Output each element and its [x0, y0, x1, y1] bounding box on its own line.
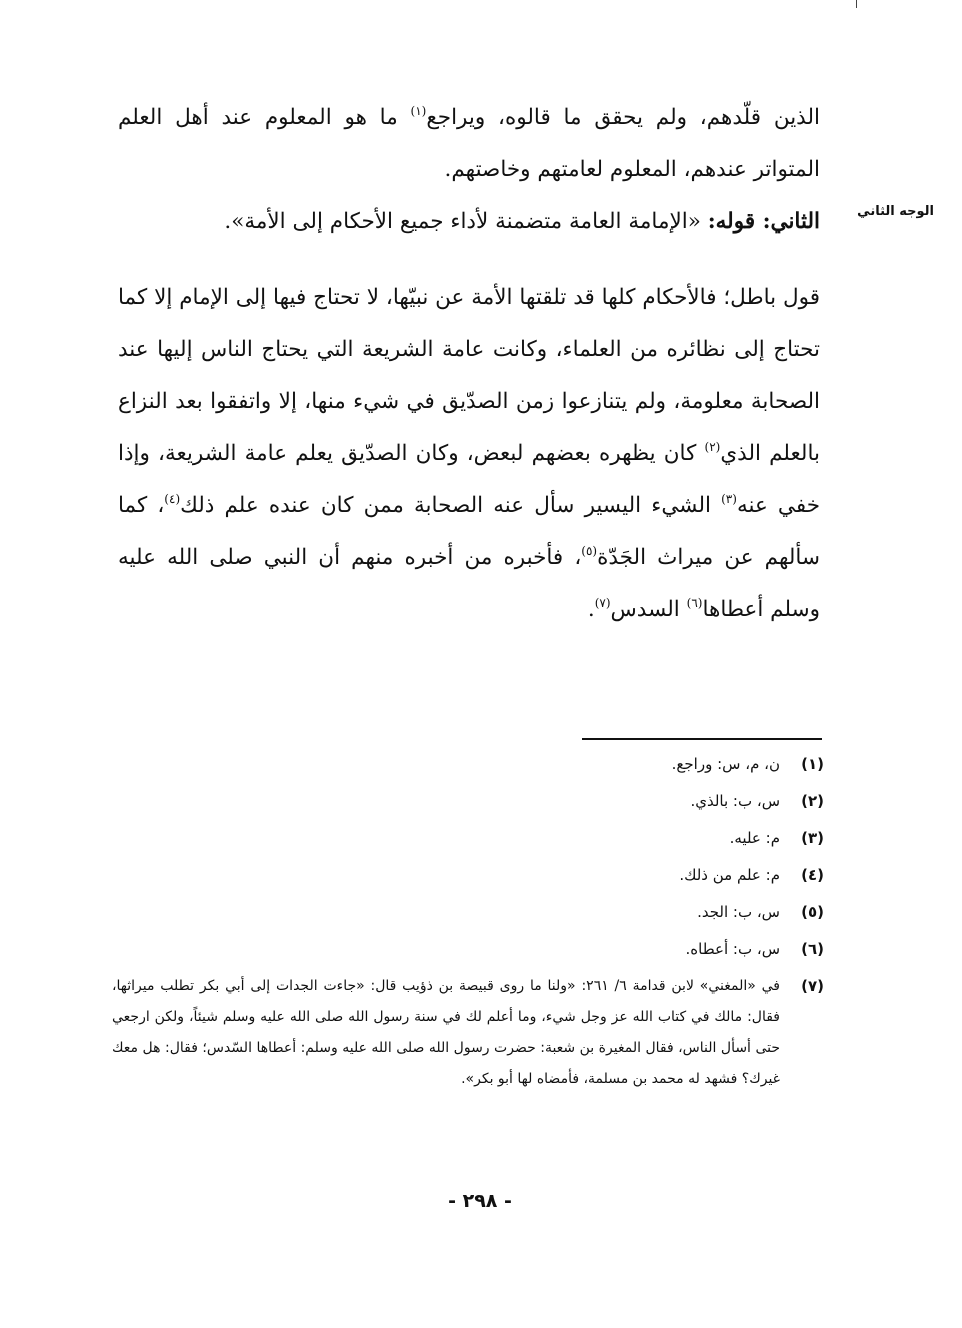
- paragraph-3-text-a: قول باطل؛ فالأحكام كلها قد تلقتها الأمة عن نبيّها، لا تحتاج فيها إلى الإمام إلا كما تحتاج إلى نظائره من العلماء، وكانت عامة الشريعة التي يحتاج الناس إليها عند الصحابة معلومة، ولم يتنازعوا زمن الصدّيق في شيء منها، إلا واتفقوا بعد النزاع بالعلم الذي: [118, 285, 821, 466]
- footnote-number: (٧): [801, 977, 824, 995]
- footnote-number: (٥): [801, 903, 824, 921]
- footnote-ref-2: (٢): [704, 440, 721, 454]
- footnote-text: م: عليه.: [729, 829, 780, 847]
- footnote-text: س، ب: أعطاه.: [685, 940, 780, 958]
- footnote-4: [112, 857, 824, 894]
- margin-note: الوجه الثاني: [857, 204, 934, 219]
- paragraph-3-text-c: الشيء اليسير سأل عنه الصحابة ممن كان عنده علم ذلك: [180, 493, 722, 518]
- paragraph-gap: [118, 248, 820, 272]
- paragraph-3: [118, 272, 820, 636]
- footnote-ref-7: (٧): [594, 596, 611, 610]
- paragraph-3-text-g: .: [587, 597, 595, 622]
- footnote-ref-4: (٤): [164, 492, 181, 506]
- footnote-ref-1: (١): [410, 104, 427, 118]
- footnote-text: س، ب: بالذي.: [690, 792, 780, 810]
- footnote-7: [112, 971, 824, 1095]
- footnote-ref-6: (٦): [686, 596, 703, 610]
- footnote-divider: [582, 738, 822, 740]
- footnote-6: [112, 931, 824, 968]
- footnote-text: ن، م، س: وراجع.: [671, 755, 780, 773]
- paragraph-2: [118, 196, 820, 248]
- footnote-number: (٣): [801, 829, 824, 847]
- paragraph-1-text-a: الذين قلّدهم، ولم يحقق ما قالوه، ويراجع: [426, 105, 820, 130]
- footnote-5: [112, 894, 824, 931]
- footnote-3: [112, 820, 824, 857]
- footnotes: [112, 746, 824, 1095]
- paragraph-1-text-b: ما هو المعلوم عند أهل العلم المتواتر عندهم، المعلوم لعامتهم وخاصتهم.: [118, 105, 820, 182]
- footnote-number: (٤): [801, 866, 824, 884]
- footnote-2: [112, 783, 824, 820]
- paragraph-3-text-f: السدس: [610, 597, 687, 622]
- footnote-ref-5: (٥): [581, 544, 598, 558]
- footnote-text: س، ب: الجد.: [697, 903, 780, 921]
- paragraph-2-lead: الثاني: قوله:: [707, 209, 820, 234]
- page-number: - ٢٩٨ -: [448, 1190, 512, 1212]
- paragraph-1: [118, 92, 820, 196]
- main-text: [118, 92, 820, 636]
- footnote-ref-3: (٣): [721, 492, 737, 506]
- footnote-number: (٦): [801, 940, 824, 958]
- footnote-text: م: علم من ذلك.: [679, 866, 780, 884]
- footnote-text: في «المغني» لابن قدامة ٦/ ٢٦١: «ولنا ما روى قبيصة بن ذؤيب قال: «جاءت الجدات إلى أبي بكر تطلب ميراثها، فقال: مالك في كتاب الله عز وجل شيء، وما أعلم لك في سنة رسول الله صلى الله عليه وسلم شيئاً، ولكن ارجعي حتى أسأل الناس، فقال المغيرة بن شعبة: حضرت رسول الله صلى الله عليه وسلم: أعطاها السّدس؛ فقال: هل معك غيرك؟ فشهد له محمد بن مسلمة، فأمضاه لها أبو بكر».: [112, 978, 780, 1087]
- footnote-number: (٢): [801, 792, 824, 810]
- scan-mark: [856, 0, 857, 8]
- footnote-1: [112, 746, 824, 783]
- footnote-number: (١): [801, 755, 824, 773]
- paragraph-3-text-d: ، كما سألهم عن ميراث الجَدّة: [118, 493, 820, 570]
- paragraph-3-text-b: كان يظهره بعضهم لبعض، وكان الصدّيق يعلم عامة الشريعة، وإذا خفي عنه: [118, 441, 820, 518]
- paragraph-3-text-e: ، فأخبره من أخبره منهم أن النبي صلى الله عليه وسلم أعطاها: [118, 545, 820, 622]
- paragraph-2-text: «الإمامة العامة متضمنة لأداء جميع الأحكام إلى الأمة».: [224, 209, 708, 234]
